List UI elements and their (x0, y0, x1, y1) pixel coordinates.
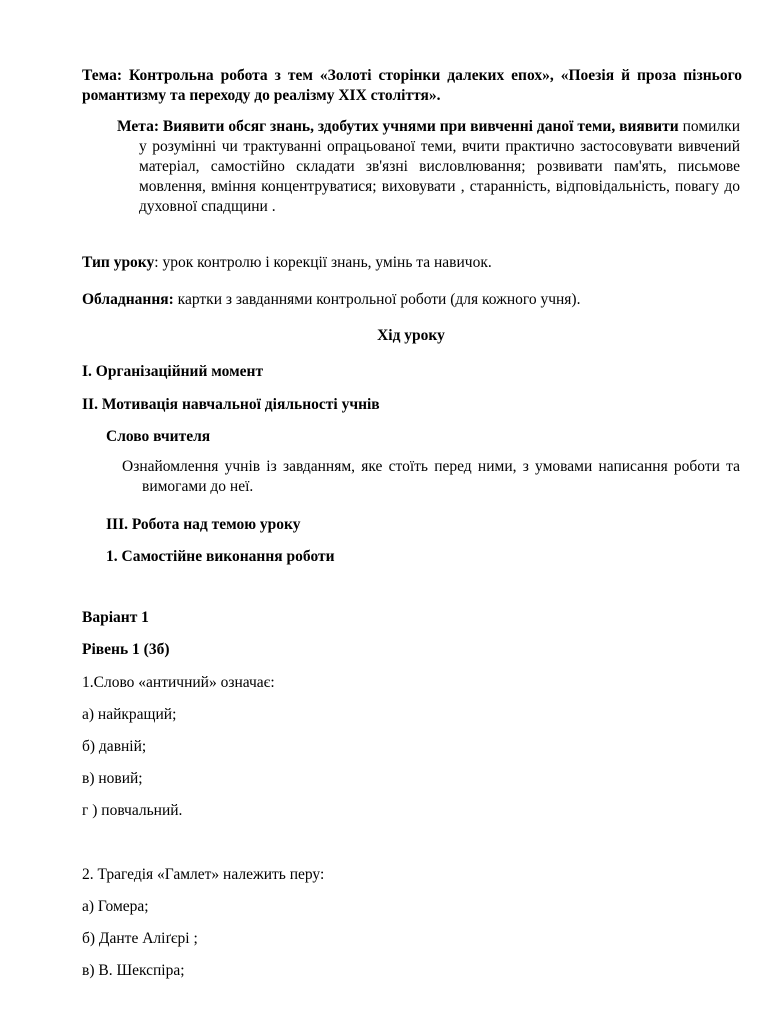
question-2-option-b: б) Данте Аліґєрі ; (82, 930, 198, 947)
question-2-option-c: в) В. Шекспіра; (82, 962, 185, 979)
intro-text: Ознайомлення учнів із завданням, яке стоїть перед ними, з умовами написання роботи та вимогами до неї. (122, 458, 740, 495)
section-work: III. Робота над темою уроку (106, 516, 301, 533)
question-1-option-b: б) давній; (82, 738, 147, 755)
section-motivation: II. Мотивація навчальної діяльності учнів (82, 396, 380, 413)
question-1-option-d: г ) повчальний. (82, 802, 183, 819)
question-2: 2. Трагедія «Гамлет» належить перу: (82, 866, 325, 883)
intro-paragraph (122, 457, 740, 497)
question-1-option-c: в) новий; (82, 770, 143, 787)
lesson-type (82, 253, 492, 273)
equipment-label: Обладнання: (82, 291, 174, 308)
variant-heading: Варіант 1 (82, 609, 149, 626)
lesson-theme: Тема: Контрольна робота з тем «Золоті сторінки далеких епох», «Поезія й проза пізнього романтизму та переходу до реалізму XIX століття». (82, 67, 742, 104)
task-independent-work: 1. Самостійне виконання роботи (106, 548, 335, 565)
section-organizational: I. Організаційний момент (82, 363, 264, 380)
equipment (82, 290, 580, 310)
goal-text: помилки у розумінні чи трактуванні опрацьованої теми, вчити практично застосовувати вивчений матеріал, самостійно складати зв'язні висловлювання; розвивати пам'ять, письмове мовлення, вміння концентруватися; виховувати , старанність, відповідальність, повагу до духовної спадщини . (139, 118, 740, 215)
lesson-type-label: Тип уроку (82, 254, 155, 271)
question-1-option-a: а) найкращий; (82, 706, 177, 723)
lesson-type-text: : урок контролю і корекції знань, умінь та навичок. (154, 254, 492, 271)
question-1: 1.Слово «античний» означає: (82, 674, 275, 691)
teacher-word-heading: Слово вчителя (106, 428, 211, 445)
lesson-flow-heading: Хід уроку (377, 327, 445, 344)
goal-label: Мета: Виявити обсяг знань, здобутих учнями при вивченні даної теми, виявити (117, 118, 679, 135)
question-2-option-a: а) Гомера; (82, 898, 149, 915)
equipment-text: картки з завданнями контрольної роботи (для кожного учня). (173, 291, 581, 308)
lesson-goal (117, 117, 740, 217)
level-heading: Рівень 1 (3б) (82, 641, 170, 658)
